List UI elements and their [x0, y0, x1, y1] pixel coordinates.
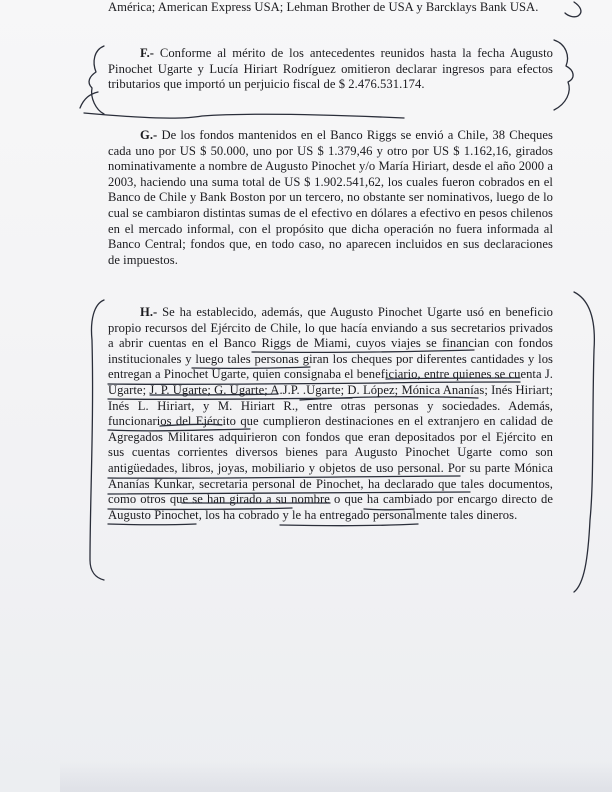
bracket-mark	[90, 300, 104, 580]
paragraph-text: Se ha establecido, además, que Augusto Pinochet Ugarte usó en beneficio propio recursos del Ejército de Chile, lo que hacía enviando a sus secretarios privados a abrir cuentas en el Banco Riggs de Miami, cuyos viajes se financian con fondos institucionales y luego tales personas giran los cheques por diferentes cantidades y los entregan a Pinochet Ugarte, quien consignaba el beneficiario, entre quienes se cuenta J. Ugarte; J. P. Ugarte; G. Ugarte; A.J.P. .Ugarte; D. López; Mónica Ananías; Inés Hiriart; Inés L. Hiriart, y M. Hiriart R., entre otras personas y sociedades. Además, funcionarios del Ejército que cumplieron destinaciones en el extranjero en calidad de Agregados Militares adquirieron con fondos que eran depositados por el Ejército en sus cuentas corrientes diversos bienes para Augusto Pinochet Ugarte como son antigüedades, libros, joyas, mobiliario y objetos de uso personal. Por su parte Mónica Ananías Kunkar, secretaria personal de Pinochet, ha declarado que tales documentos, como otros que se han girado a su nombre o que ha cambiado por encargo directo de Augusto Pinochet, los ha cobrado y le ha entregado personalmente tales dineros.	[108, 305, 553, 522]
paragraph-lead: F.-	[140, 46, 155, 60]
paragraph-lead: H.-	[140, 305, 158, 319]
paragraph-f	[108, 46, 553, 93]
paragraph-text: América; American Express USA; Lehman Brother de USA y Barcklays Bank USA.	[108, 0, 539, 14]
paragraph-lead: G.-	[140, 128, 158, 142]
paragraph-text: Conforme al mérito de los antecedentes reunidos hasta la fecha Augusto Pinochet Ugarte y Lucía Hiriart Rodríguez omitieron declarar ingresos para efectos tributarios que importó un perjuicio fiscal de $ 2.476.531.174.	[108, 46, 553, 92]
paragraph-g	[108, 128, 553, 268]
bracket-mark	[89, 46, 104, 114]
paragraph-text: De los fondos mantenidos en el Banco Riggs se envió a Chile, 38 Cheques cada uno por US $ 50.000, uno por US $ 1.379,46 y otro por US $ 1.162,16, girados nominativamente a nombre de Augusto Pinochet y/o María Hiriart, desde el año 2000 a 2003, haciendo una suma total de US $ 1.902.541,62, los cuales fueron cobrados en el Banco de Chile y Bank Boston por un tercero, no obstante ser nominativos, luego de lo cual se cambiaron distintas sumas de el efectivo en dólares a efectivo en pesos chilenos en el mercado informal, con el propósito que dicha operación no fuera informada al Banco Central; fondos que, en todo caso, no aparecen incluidos en sus declaraciones de impuestos.	[108, 128, 553, 267]
bracket-mark	[565, 2, 581, 17]
paragraph-h	[108, 305, 553, 523]
bracket-mark	[554, 40, 573, 110]
underline-mark	[108, 524, 196, 525]
paragraph-continued	[108, 0, 553, 16]
underline-mark	[280, 524, 418, 526]
bracket-mark	[574, 292, 594, 592]
page-edge-shadow	[60, 760, 612, 792]
bracket-mark	[80, 92, 98, 108]
underline-mark	[84, 113, 404, 118]
